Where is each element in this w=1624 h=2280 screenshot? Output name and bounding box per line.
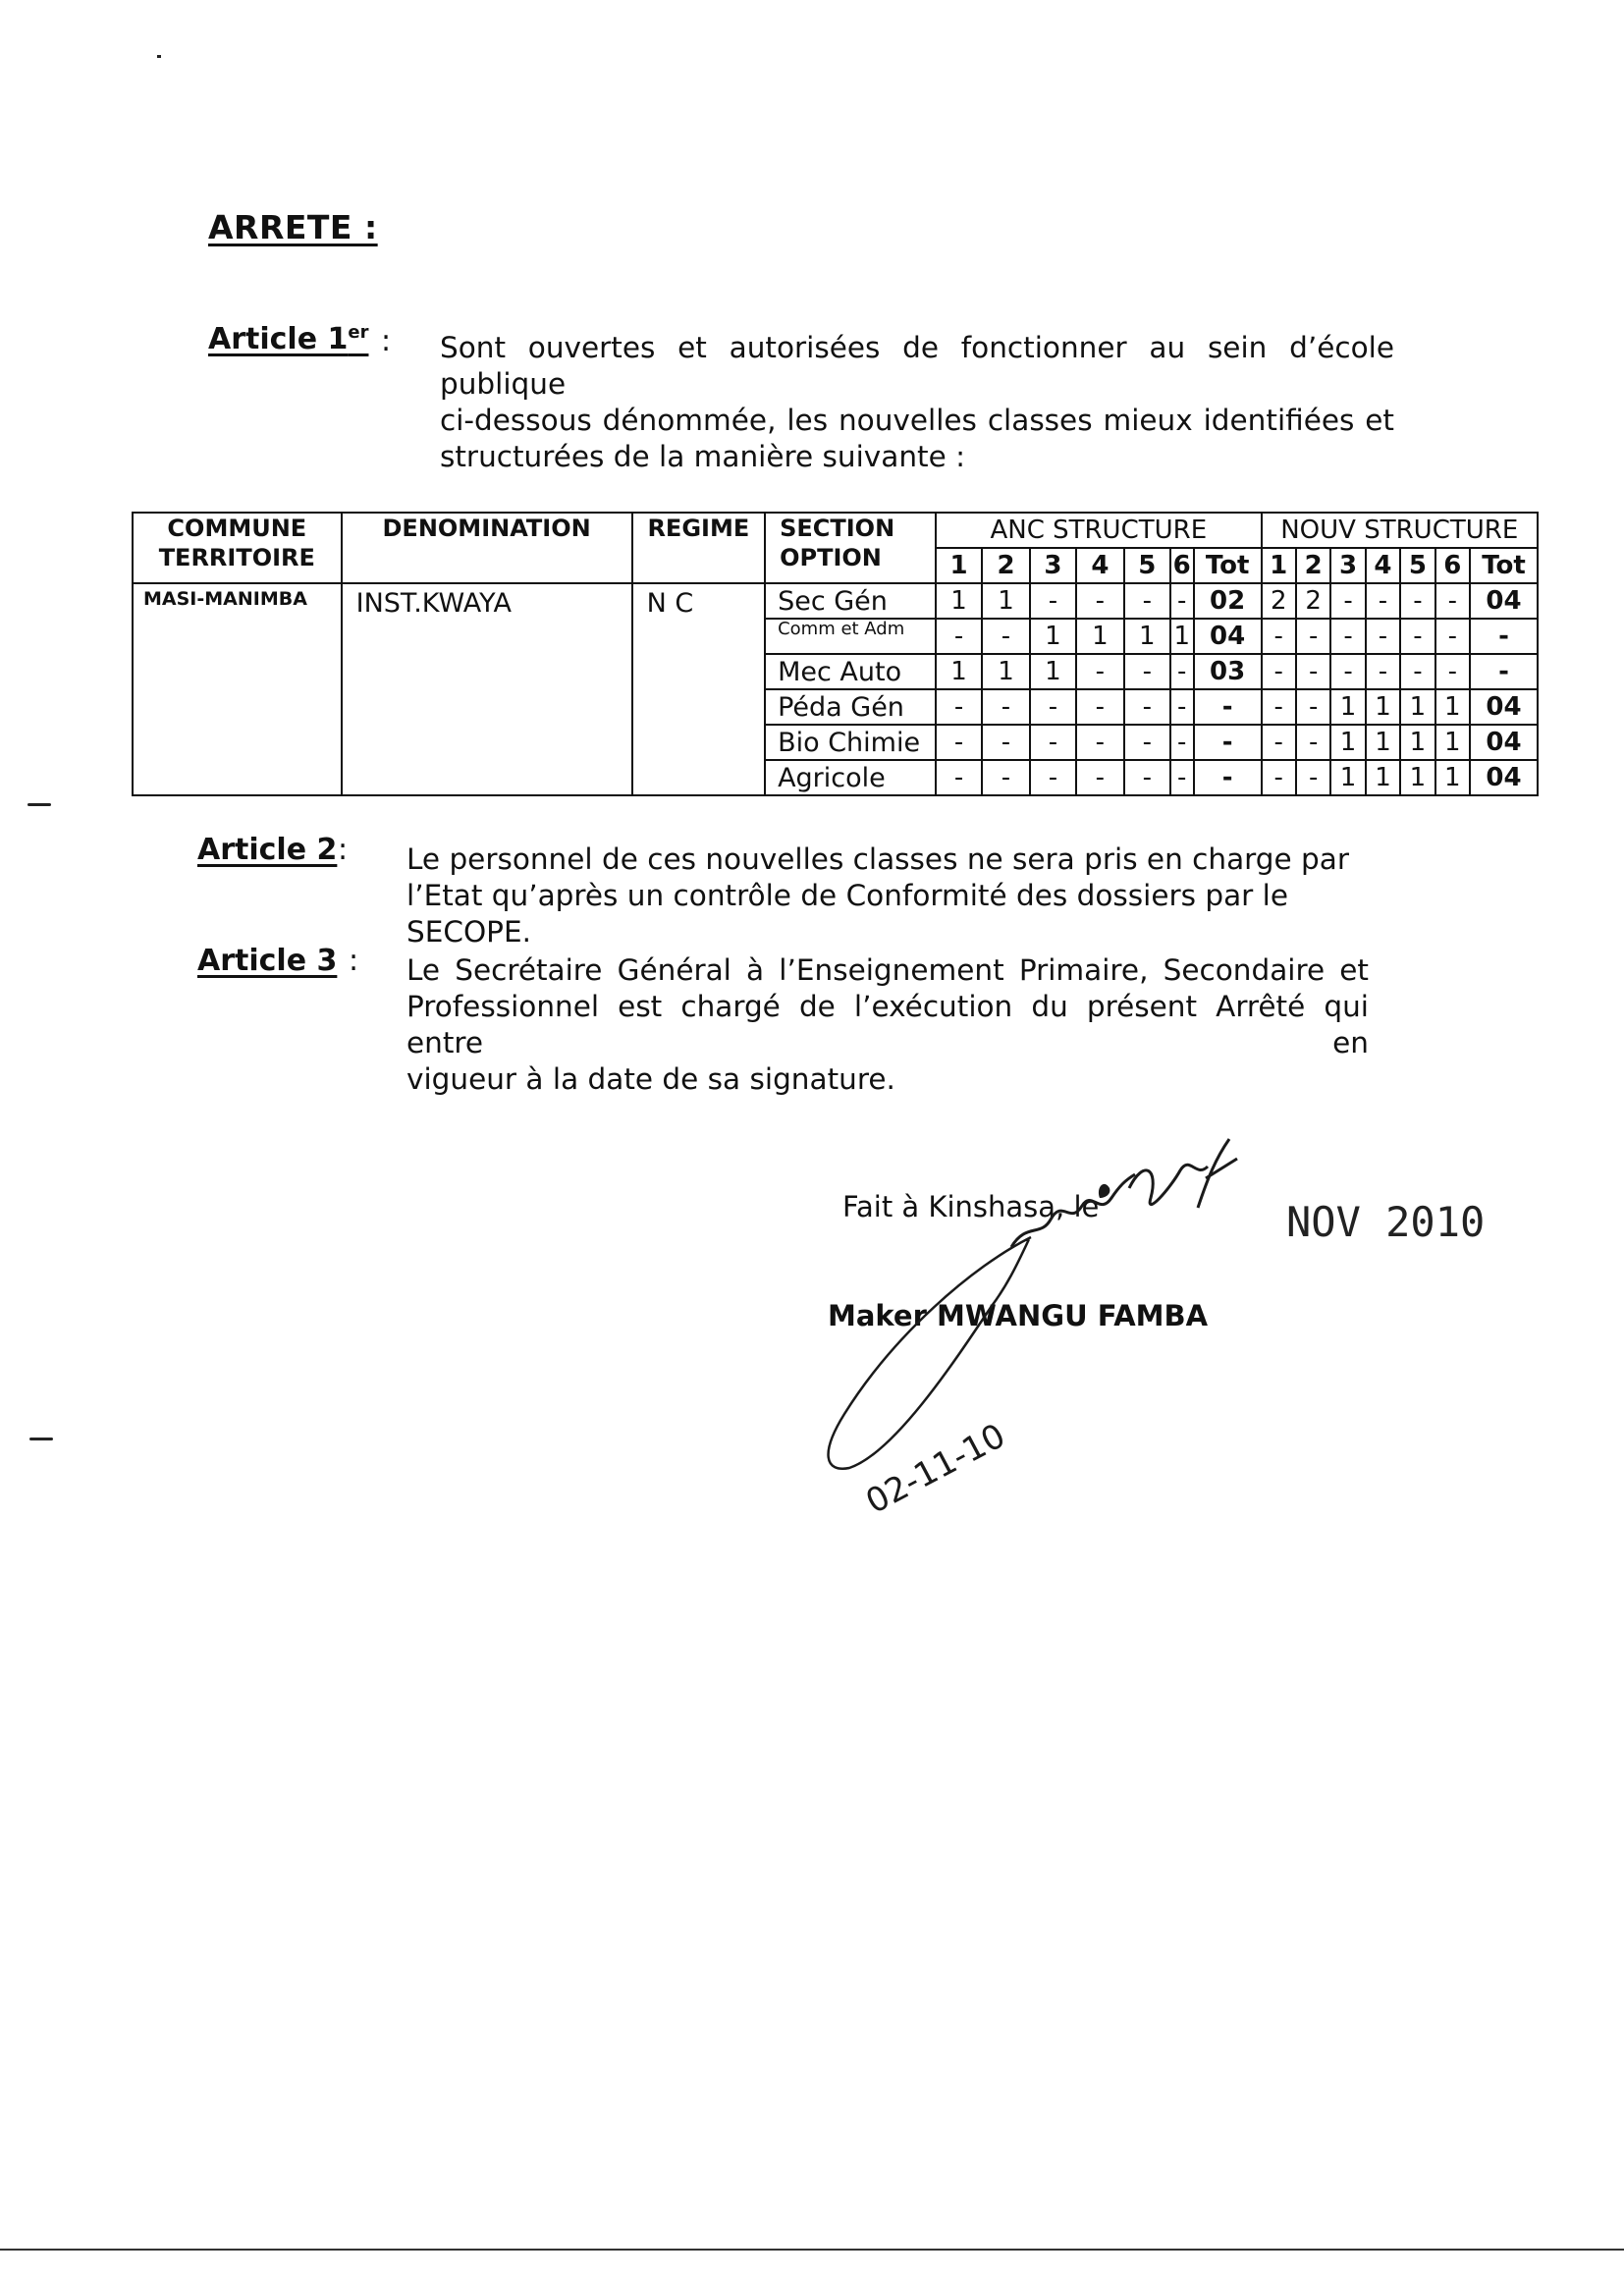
date-stamp: NOV 2010 <box>1286 1198 1486 1246</box>
grade-header: 2 <box>982 548 1030 583</box>
anc-grade-cell: - <box>1170 654 1194 689</box>
nouv-grade-cell: 1 <box>1400 725 1435 760</box>
anc-grade-cell: 1 <box>1030 619 1076 654</box>
grade-header: 1 <box>936 548 982 583</box>
anc-grade-cell: 1 <box>982 654 1030 689</box>
nouv-grade-cell: - <box>1262 760 1296 795</box>
header-commune: COMMUNE TERRITOIRE <box>133 513 342 583</box>
table-body <box>133 583 1538 795</box>
nouv-grade-cell: 2 <box>1262 583 1296 619</box>
total-header: Tot <box>1194 548 1262 583</box>
article-1-text <box>440 330 1394 475</box>
anc-grade-cell: - <box>1124 760 1170 795</box>
anc-grade-cell: 1 <box>936 583 982 619</box>
handwritten-signature <box>805 1129 1316 1551</box>
grade-header: 5 <box>1400 548 1435 583</box>
nouv-grade-cell: - <box>1400 654 1435 689</box>
section-cell: Sec Gén <box>765 583 936 619</box>
grade-header: 6 <box>1435 548 1470 583</box>
scan-mark <box>157 55 161 58</box>
grade-header: 4 <box>1366 548 1400 583</box>
place-date: Fait à Kinshasa, le <box>842 1190 1100 1223</box>
grade-header: 3 <box>1330 548 1365 583</box>
anc-grade-cell: - <box>1030 689 1076 725</box>
nouv-grade-cell: - <box>1330 654 1365 689</box>
article-1-label <box>208 322 368 356</box>
article-3-line: Professionnel est chargé de l’exécution du présent Arrêté qui entre en <box>406 990 1369 1059</box>
denomination-cell: INST.KWAYA <box>342 583 632 795</box>
nouv-total-cell: - <box>1470 619 1538 654</box>
anc-grade-cell: - <box>1030 583 1076 619</box>
scan-mark <box>27 803 51 806</box>
total-header: Tot <box>1470 548 1538 583</box>
nouv-grade-cell: 1 <box>1330 689 1365 725</box>
nouv-grade-cell: - <box>1366 583 1400 619</box>
nouv-grade-cell: 1 <box>1330 725 1365 760</box>
nouv-total-cell: - <box>1470 654 1538 689</box>
anc-grade-cell: - <box>982 760 1030 795</box>
anc-grade-cell: - <box>1076 689 1124 725</box>
article-1-line: Sont ouvertes et autorisées de fonctionner au sein d’école publique <box>440 331 1394 401</box>
article-2-text <box>406 841 1388 950</box>
article-3-line: Le Secrétaire Général à l’Enseignement Primaire, Secondaire et <box>406 953 1369 987</box>
article-1-line: ci-dessous dénommée, les nouvelles classes mieux identifiées et <box>440 404 1394 437</box>
nouv-total-cell: 04 <box>1470 583 1538 619</box>
anc-grade-cell: - <box>982 619 1030 654</box>
grade-header: 5 <box>1124 548 1170 583</box>
anc-grade-cell: - <box>1170 583 1194 619</box>
header-anc-structure: ANC STRUCTURE <box>936 513 1261 548</box>
grade-header: 2 <box>1296 548 1330 583</box>
header-regime: REGIME <box>632 513 765 583</box>
nouv-grade-cell: - <box>1330 583 1365 619</box>
article-3-line: vigueur à la date de sa signature. <box>406 1062 895 1096</box>
article-1-colon: : <box>381 324 392 358</box>
nouv-grade-cell: - <box>1262 689 1296 725</box>
anc-grade-cell: - <box>1124 583 1170 619</box>
anc-grade-cell: - <box>936 760 982 795</box>
grade-header: 6 <box>1170 548 1194 583</box>
nouv-grade-cell: 1 <box>1366 725 1400 760</box>
nouv-grade-cell: - <box>1296 689 1330 725</box>
anc-total-cell: - <box>1194 725 1262 760</box>
section-cell: Comm et Adm <box>765 619 936 654</box>
header-section: SECTION OPTION <box>765 513 936 583</box>
nouv-grade-cell: - <box>1262 654 1296 689</box>
regime-cell: N C <box>632 583 765 795</box>
grade-header: 1 <box>1262 548 1296 583</box>
anc-total-cell: 04 <box>1194 619 1262 654</box>
anc-grade-cell: - <box>982 689 1030 725</box>
classes-table <box>132 512 1539 796</box>
anc-grade-cell: 1 <box>936 654 982 689</box>
nouv-total-cell: 04 <box>1470 725 1538 760</box>
anc-grade-cell: - <box>982 725 1030 760</box>
handwritten-date: 02-11-10 <box>859 1416 1012 1522</box>
nouv-grade-cell: - <box>1400 583 1435 619</box>
article-1-label-text: Article 1 <box>208 322 349 356</box>
article-1-superscript: er <box>348 322 369 343</box>
anc-grade-cell: - <box>1076 725 1124 760</box>
nouv-grade-cell: 1 <box>1435 760 1470 795</box>
anc-total-cell: 03 <box>1194 654 1262 689</box>
anc-grade-cell: - <box>936 725 982 760</box>
section-cell: Péda Gén <box>765 689 936 725</box>
article-2-line: Le personnel de ces nouvelles classes ne sera pris en charge par <box>406 842 1349 876</box>
section-cell: Mec Auto <box>765 654 936 689</box>
article-3-colon: : <box>349 944 359 978</box>
anc-total-cell: - <box>1194 689 1262 725</box>
nouv-grade-cell: - <box>1296 760 1330 795</box>
nouv-grade-cell: - <box>1366 654 1400 689</box>
nouv-grade-cell: 1 <box>1330 760 1365 795</box>
article-3-text <box>406 952 1369 1098</box>
nouv-grade-cell: - <box>1296 654 1330 689</box>
nouv-grade-cell: - <box>1262 619 1296 654</box>
anc-grade-cell: 1 <box>982 583 1030 619</box>
anc-grade-cell: - <box>1124 689 1170 725</box>
anc-grade-cell: - <box>1076 760 1124 795</box>
nouv-grade-cell: - <box>1296 619 1330 654</box>
anc-grade-cell: - <box>1170 760 1194 795</box>
anc-grade-cell: 1 <box>1030 654 1076 689</box>
article-2-label: Article 2 <box>197 833 338 867</box>
header-nouv-structure: NOUV STRUCTURE <box>1262 513 1539 548</box>
anc-total-cell: 02 <box>1194 583 1262 619</box>
anc-grade-cell: 1 <box>1170 619 1194 654</box>
anc-grade-cell: - <box>1170 725 1194 760</box>
grade-header: 4 <box>1076 548 1124 583</box>
nouv-grade-cell: 1 <box>1435 689 1470 725</box>
nouv-grade-cell: 1 <box>1400 689 1435 725</box>
grade-header: 3 <box>1030 548 1076 583</box>
anc-grade-cell: - <box>1170 689 1194 725</box>
anc-grade-cell: 1 <box>1124 619 1170 654</box>
anc-grade-cell: - <box>1076 654 1124 689</box>
nouv-grade-cell: 1 <box>1435 725 1470 760</box>
nouv-grade-cell: - <box>1330 619 1365 654</box>
nouv-grade-cell: - <box>1435 654 1470 689</box>
header-denomination: DENOMINATION <box>342 513 632 583</box>
article-1-line: structurées de la manière suivante : <box>440 440 966 473</box>
nouv-grade-cell: - <box>1366 619 1400 654</box>
article-2-line: l’Etat qu’après un contrôle de Conformité des dossiers par le SECOPE. <box>406 879 1289 949</box>
anc-grade-cell: - <box>1124 725 1170 760</box>
anc-grade-cell: - <box>1030 725 1076 760</box>
anc-grade-cell: - <box>1124 654 1170 689</box>
section-cell: Agricole <box>765 760 936 795</box>
signer-name: Maker MWANGU FAMBA <box>828 1299 1209 1332</box>
anc-grade-cell: - <box>1030 760 1076 795</box>
nouv-grade-cell: 1 <box>1400 760 1435 795</box>
table-row <box>133 583 1538 619</box>
scan-mark <box>29 1438 53 1440</box>
page-heading: ARRETE : <box>208 208 378 246</box>
anc-grade-cell: - <box>936 689 982 725</box>
nouv-grade-cell: - <box>1262 725 1296 760</box>
nouv-total-cell: 04 <box>1470 760 1538 795</box>
nouv-grade-cell: 2 <box>1296 583 1330 619</box>
nouv-grade-cell: - <box>1435 583 1470 619</box>
nouv-grade-cell: 1 <box>1366 760 1400 795</box>
anc-grade-cell: - <box>1076 583 1124 619</box>
nouv-grade-cell: - <box>1296 725 1330 760</box>
nouv-grade-cell: 1 <box>1366 689 1400 725</box>
nouv-total-cell: 04 <box>1470 689 1538 725</box>
commune-cell: MASI-MANIMBA <box>133 583 342 795</box>
nouv-grade-cell: - <box>1400 619 1435 654</box>
anc-grade-cell: - <box>936 619 982 654</box>
scan-edge-line <box>0 2249 1624 2251</box>
anc-grade-cell: 1 <box>1076 619 1124 654</box>
nouv-grade-cell: - <box>1435 619 1470 654</box>
article-2-colon: : <box>338 833 349 867</box>
article-3-label: Article 3 <box>197 944 338 978</box>
table-header-row <box>133 513 1538 548</box>
section-cell: Bio Chimie <box>765 725 936 760</box>
anc-total-cell: - <box>1194 760 1262 795</box>
